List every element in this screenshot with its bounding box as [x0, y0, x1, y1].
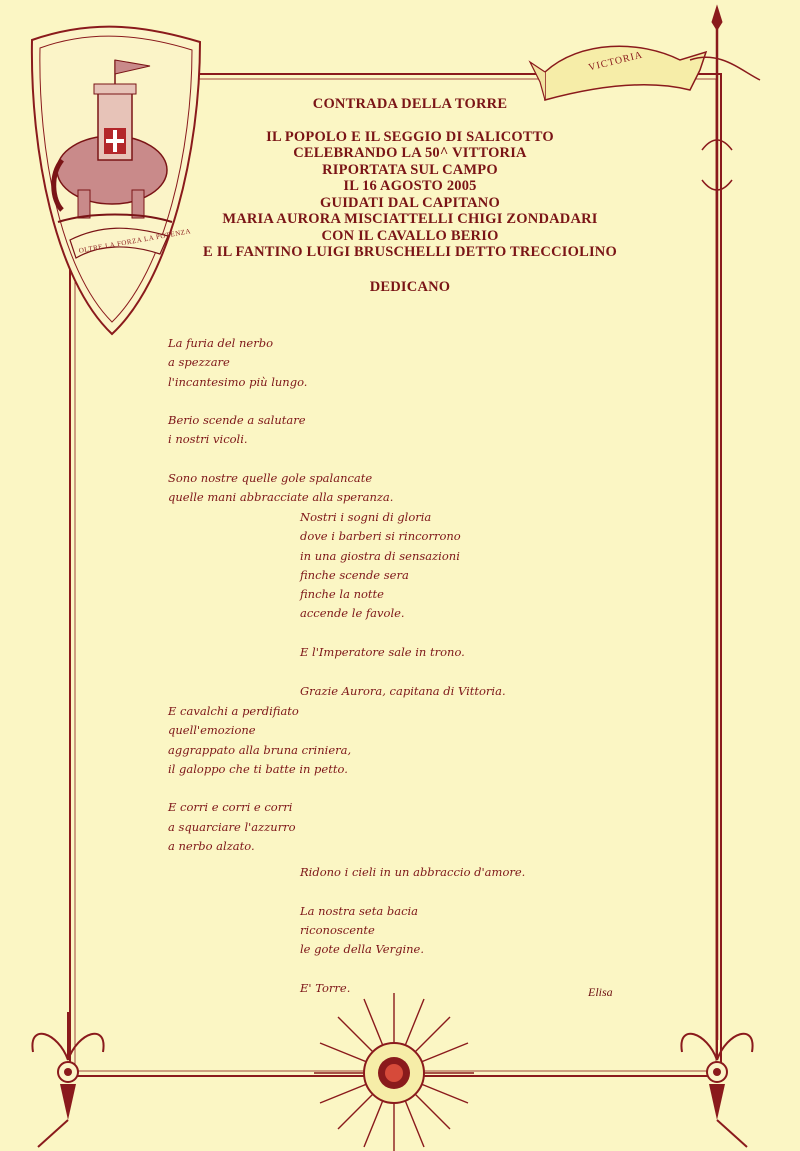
poem-line: E' Torre.	[300, 980, 351, 995]
poem-line: finche scende sera	[300, 567, 409, 582]
poem-line: a squarciare l'azzurro	[168, 819, 296, 834]
poem-line: aggrappato alla bruna criniera,	[168, 742, 352, 757]
author-signature: Elisa	[588, 985, 613, 999]
poem-line: E l'Imperatore sale in trono.	[300, 645, 465, 660]
poem-line: Berio scende a salutare	[168, 413, 306, 428]
poem-line: i nostri vicoli.	[168, 432, 248, 447]
stanza	[300, 902, 525, 960]
stanza	[300, 863, 525, 882]
stanza	[300, 979, 525, 998]
crest-motto: OLTRE LA FORZA LA POTENZA	[78, 227, 192, 255]
poem-line: a nerbo alzato.	[168, 839, 255, 854]
poem-block-left-bottom	[168, 702, 351, 876]
poem-line: E cavalchi a perdifiato	[168, 704, 299, 718]
poem-line: quelle mani abbracciate alla speranza.	[168, 490, 394, 505]
poem-line: accende le favole.	[300, 606, 405, 621]
poem-line: il galoppo che ti batte in petto.	[168, 761, 348, 776]
poem-line: in una giostra di sensazioni	[300, 548, 460, 563]
stanza	[300, 508, 506, 624]
poem-line: quell'emozione	[168, 723, 256, 738]
stanza	[168, 411, 393, 450]
victoria-banner-text: VICTORIA	[587, 49, 645, 74]
right-finial-icon	[681, 1012, 752, 1147]
contrada-title: CONTRADA DELLA TORRE	[312, 96, 508, 112]
poem-line: dove i barberi si rincorrono	[300, 529, 461, 544]
stanza	[168, 469, 393, 508]
stanza	[168, 798, 351, 856]
poem-line: riconoscente	[300, 922, 375, 937]
header-line: IL 16 AGOSTO 2005	[343, 178, 477, 194]
poem-line: La nostra seta bacia	[300, 903, 419, 918]
poem-line: a spezzare	[168, 355, 230, 370]
poem-line: le gote della Vergine.	[300, 942, 425, 957]
poem-line: finche la notte	[300, 587, 384, 602]
header-line: CELEBRANDO LA 50^ VITTORIA	[293, 145, 527, 161]
poem-line: Sono nostre quelle gole spalancate	[168, 471, 373, 486]
poem-block-right-mid	[300, 508, 506, 720]
dedicano-label: DEDICANO	[369, 278, 451, 295]
poem-line: Nostri i sogni di gloria	[300, 510, 432, 524]
stanza	[168, 702, 351, 779]
header-line: IL POPOLO E IL SEGGIO DI SALICOTTO	[266, 128, 554, 145]
poem-block-left-top	[168, 334, 393, 527]
victoria-banner	[530, 46, 760, 100]
header-line: E IL FANTINO LUIGI BRUSCHELLI DETTO TRECCIOLINO	[203, 244, 617, 260]
header-line: MARIA AURORA MISCIATTELLI CHIGI ZONDADARI	[222, 211, 598, 227]
poem-line: Grazie Aurora, capitana di Vittoria.	[300, 683, 506, 698]
stanza	[168, 334, 393, 392]
header-line: CON IL CAVALLO BERIO	[321, 227, 499, 244]
stanza	[300, 643, 506, 662]
header-line: GUIDATI DAL CAPITANO	[320, 194, 500, 211]
poem-line: l'incantesimo più lungo.	[168, 374, 308, 389]
poem-line: Ridono i cieli in un abbraccio d'amore.	[300, 865, 526, 879]
poem-block-right-bottom	[300, 863, 525, 1017]
poem-line: La furia del nerbo	[168, 336, 273, 350]
left-finial-icon	[32, 1012, 103, 1147]
poem-line: E corri e corri e corri	[168, 800, 293, 815]
dedication-header	[170, 96, 650, 295]
header-line: RIPORTATA SUL CAMPO	[322, 161, 498, 178]
stanza	[300, 682, 506, 701]
